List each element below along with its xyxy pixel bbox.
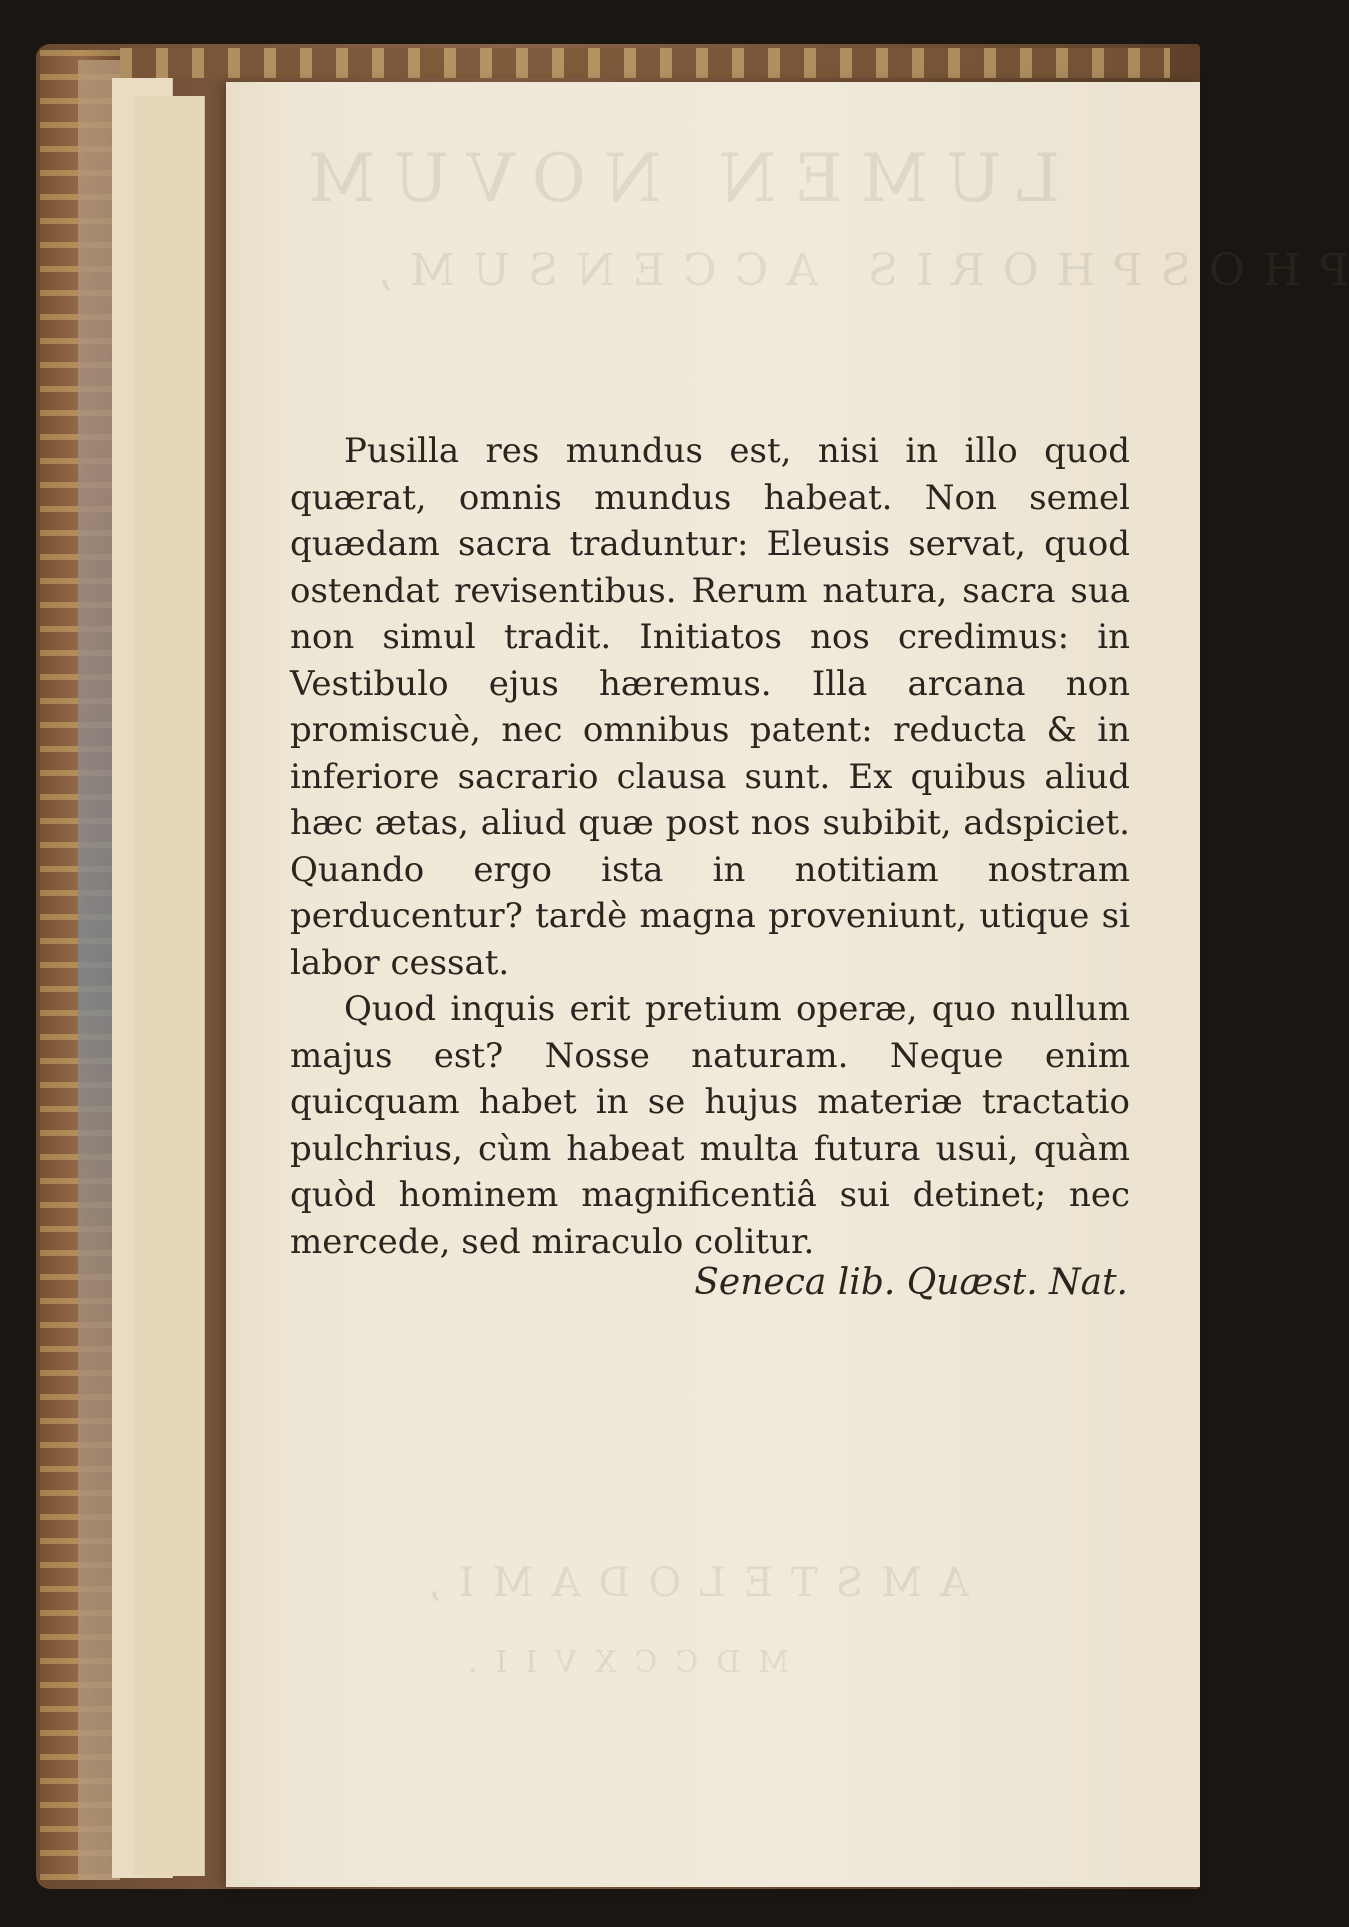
show-through-text: MDCCXVII. bbox=[450, 1645, 789, 1680]
page-edge bbox=[134, 96, 205, 1876]
paragraph: Pusilla res mundus est, nisi in illo quod quærat, omnis mundus habeat. Non semel quædam sacra traduntur: Eleusis servat, quod ostendat revisentibus. Rerum natura, sacra sua non simul tradit. Initiatos nos credimus: in Vestibulo ejus hæremus. Illa arcana non promiscuè, nec omnibus patent: reducta & in inferiore sacrario clausa sunt. Ex quibus aliud hæc ætas, aliud quæ post nos subibit, adspiciet. Quando ergo ista in notitiam nostram perducentur? tardè magna proveniunt, utique si labor cessat. bbox=[290, 431, 1130, 983]
paragraph: Quod inquis erit pretium operæ, quo nullum majus est? Nosse naturam. Neque enim quicquam habet in se hujus materiæ tractatio pulchrius, cùm habeat multa futura usui, quàm quòd hominem magnificentiâ sui detinet; nec mercede, sed miraculo colitur. bbox=[290, 989, 1130, 1262]
show-through-text: LUMEN NOVUM bbox=[290, 140, 1060, 217]
cover-top-border bbox=[120, 48, 1170, 78]
quotation-text bbox=[290, 428, 1130, 1265]
show-through-text: AMSTELODAMI, bbox=[410, 1560, 969, 1606]
attribution: Seneca lib. Quæst. Nat. bbox=[694, 1262, 1128, 1303]
show-through-text: PHOSPHORIS ACCENSUM, bbox=[360, 245, 1349, 296]
